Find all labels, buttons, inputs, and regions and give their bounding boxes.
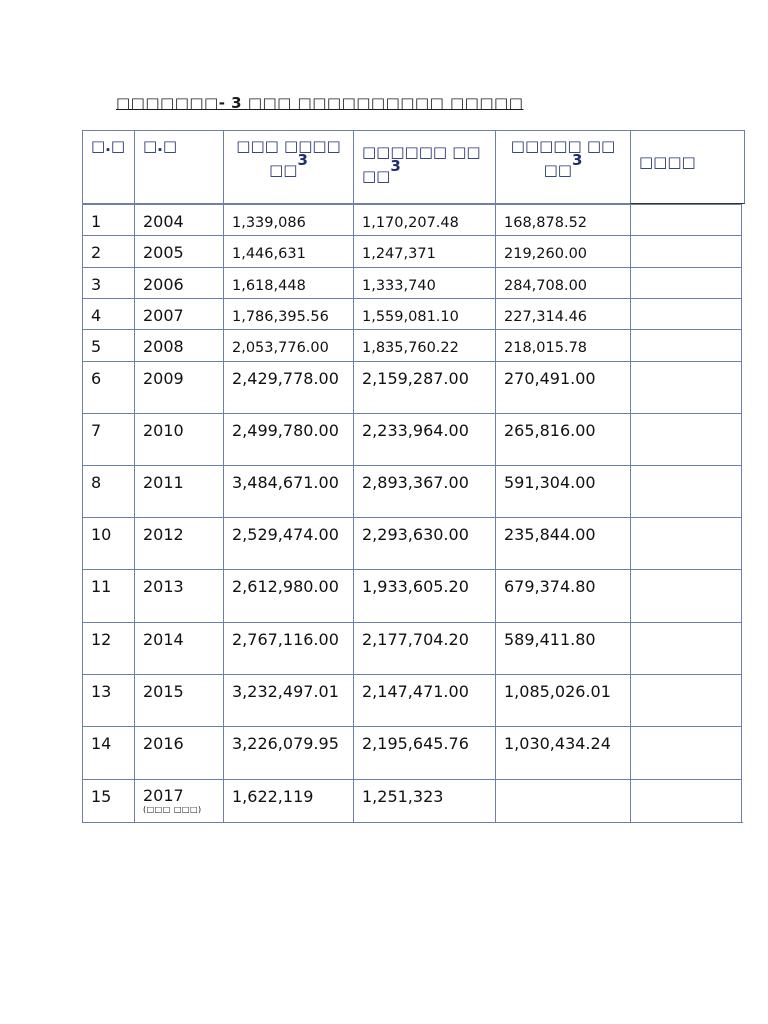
cell-serial: 1 (82, 204, 134, 235)
header-label: □.□ (91, 137, 126, 155)
cell-year: 2005 (134, 235, 223, 267)
header-label: □.□ (143, 137, 178, 155)
header-year (134, 130, 223, 204)
cell-total: 2,053,776.00 (223, 329, 353, 361)
cell-total: 2,429,778.00 (223, 361, 353, 413)
header-superscript: 3 (297, 151, 308, 169)
cell-total: 1,786,395.56 (223, 298, 353, 329)
cell-balance: 227,314.46 (495, 298, 630, 329)
header-total (223, 130, 353, 204)
cell-consumption: 1,559,081.10 (353, 298, 495, 329)
header-superscript: 3 (390, 157, 401, 175)
header-label: □□□ □□□□ (236, 137, 341, 155)
table-bottom-border (82, 822, 743, 823)
cell-total: 2,767,116.00 (223, 622, 353, 674)
cell-serial: 3 (82, 267, 134, 298)
cell-total: 2,529,474.00 (223, 517, 353, 569)
cell-remarks (630, 779, 742, 822)
cell-consumption: 1,170,207.48 (353, 204, 495, 235)
cell-consumption: 2,233,964.00 (353, 413, 495, 465)
cell-year (134, 779, 223, 822)
cell-remarks (630, 361, 742, 413)
cell-balance: 1,085,026.01 (495, 674, 630, 726)
header-remarks (630, 130, 745, 204)
cell-year: 2007 (134, 298, 223, 329)
cell-consumption: 2,147,471.00 (353, 674, 495, 726)
cell-total: 3,226,079.95 (223, 726, 353, 779)
cell-remarks (630, 465, 742, 517)
cell-balance: 265,816.00 (495, 413, 630, 465)
cell-consumption: 1,933,605.20 (353, 569, 495, 622)
cell-serial: 2 (82, 235, 134, 267)
cell-balance: 589,411.80 (495, 622, 630, 674)
cell-total: 1,618,448 (223, 267, 353, 298)
cell-total: 1,622,119 (223, 779, 353, 822)
cell-serial: 8 (82, 465, 134, 517)
header-serial (82, 130, 134, 204)
header-label: □□□□□ □□ (510, 137, 616, 155)
cell-remarks (630, 569, 742, 622)
cell-serial: 11 (82, 569, 134, 622)
cell-remarks (630, 235, 742, 267)
cell-serial: 14 (82, 726, 134, 779)
cell-year: 2006 (134, 267, 223, 298)
header-label-line2: □□ (543, 161, 572, 179)
cell-consumption: 1,251,323 (353, 779, 495, 822)
cell-serial: 15 (82, 779, 134, 822)
cell-balance: 270,491.00 (495, 361, 630, 413)
year-note: (□□□ □□□) (143, 805, 202, 814)
cell-year: 2011 (134, 465, 223, 517)
header-label: □□□□ (639, 153, 696, 171)
cell-consumption: 2,177,704.20 (353, 622, 495, 674)
cell-remarks (630, 517, 742, 569)
cell-year: 2010 (134, 413, 223, 465)
cell-total: 2,499,780.00 (223, 413, 353, 465)
cell-balance: 679,374.80 (495, 569, 630, 622)
cell-remarks (630, 622, 742, 674)
cell-year: 2004 (134, 204, 223, 235)
cell-consumption: 2,159,287.00 (353, 361, 495, 413)
cell-balance: 218,015.78 (495, 329, 630, 361)
cell-serial: 5 (82, 329, 134, 361)
cell-serial: 4 (82, 298, 134, 329)
cell-balance: 168,878.52 (495, 204, 630, 235)
cell-balance: 591,304.00 (495, 465, 630, 517)
cell-remarks (630, 204, 742, 235)
cell-year: 2008 (134, 329, 223, 361)
cell-balance (495, 779, 630, 822)
cell-serial: 13 (82, 674, 134, 726)
cell-consumption: 2,195,645.76 (353, 726, 495, 779)
cell-year: 2016 (134, 726, 223, 779)
cell-remarks (630, 413, 742, 465)
document-title: □□□□□□□- 3 □□□ □□□□□□□□□□ □□□□□ (116, 94, 524, 112)
cell-year-text: 2017 (143, 786, 184, 805)
cell-consumption: 2,893,367.00 (353, 465, 495, 517)
cell-consumption: 2,293,630.00 (353, 517, 495, 569)
cell-remarks (630, 726, 742, 779)
cell-remarks (630, 298, 742, 329)
cell-balance: 219,260.00 (495, 235, 630, 267)
cell-serial: 10 (82, 517, 134, 569)
cell-total: 3,484,671.00 (223, 465, 353, 517)
cell-balance: 235,844.00 (495, 517, 630, 569)
cell-balance: 284,708.00 (495, 267, 630, 298)
cell-year: 2015 (134, 674, 223, 726)
cell-year: 2012 (134, 517, 223, 569)
cell-year: 2014 (134, 622, 223, 674)
cell-total: 1,339,086 (223, 204, 353, 235)
cell-serial: 6 (82, 361, 134, 413)
header-label: □□□□□□ □□ □□ (362, 143, 481, 185)
header-balance (495, 130, 630, 204)
cell-consumption: 1,247,371 (353, 235, 495, 267)
cell-consumption: 1,333,740 (353, 267, 495, 298)
cell-total: 2,612,980.00 (223, 569, 353, 622)
header-label-line2: □□ (269, 161, 298, 179)
header-superscript: 3 (571, 151, 583, 169)
cell-consumption: 1,835,760.22 (353, 329, 495, 361)
cell-remarks (630, 329, 742, 361)
cell-balance: 1,030,434.24 (495, 726, 630, 779)
header-consumption (353, 130, 495, 204)
cell-serial: 12 (82, 622, 134, 674)
cell-remarks (630, 674, 742, 726)
cell-total: 1,446,631 (223, 235, 353, 267)
cell-year: 2013 (134, 569, 223, 622)
cell-year: 2009 (134, 361, 223, 413)
cell-total: 3,232,497.01 (223, 674, 353, 726)
cell-remarks (630, 267, 742, 298)
cell-serial: 7 (82, 413, 134, 465)
